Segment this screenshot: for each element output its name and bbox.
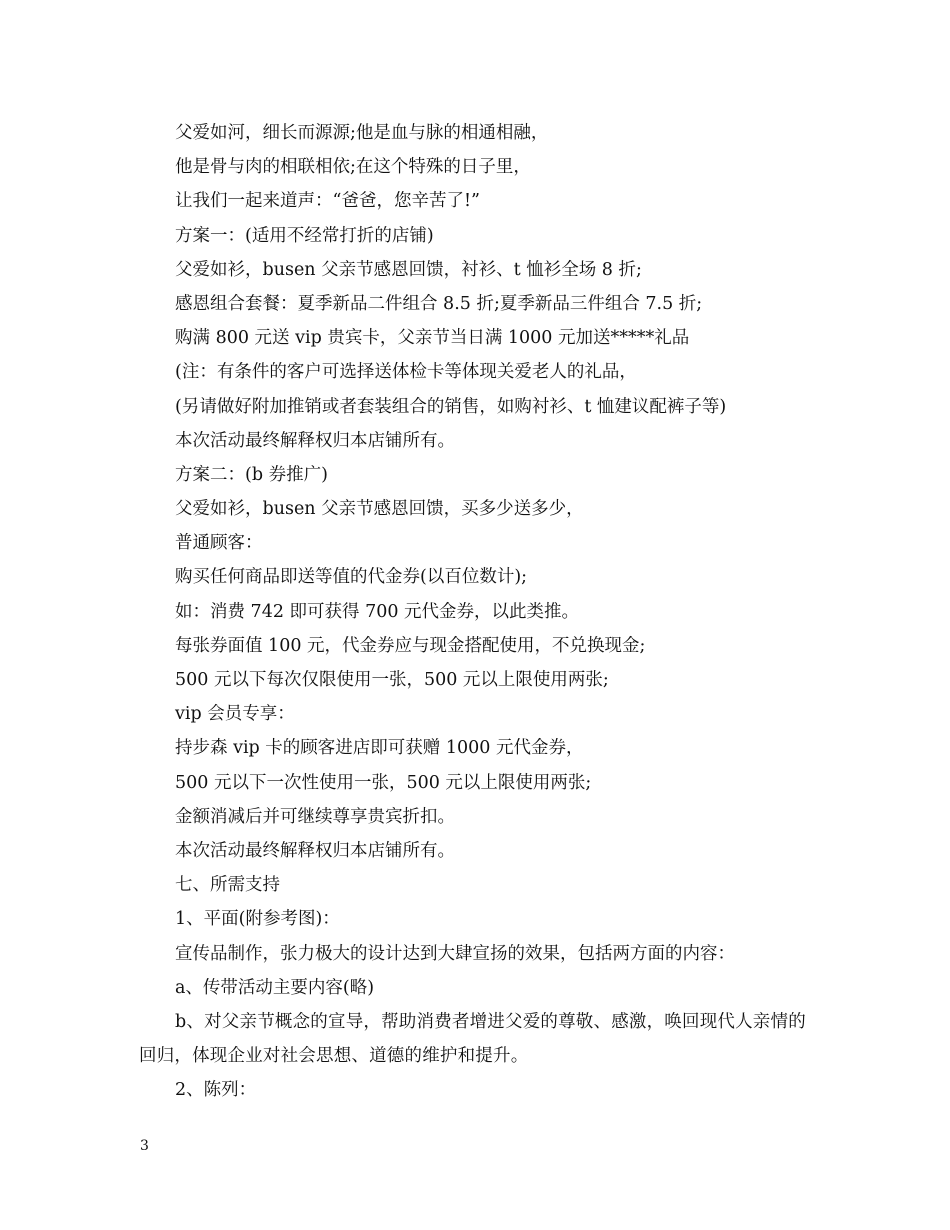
text-line: 宣传品制作，张力极大的设计达到大肆宣扬的效果，包括两方面的内容： — [175, 943, 735, 964]
page-number: 3 — [140, 1138, 149, 1154]
text-line: (另请做好附加推销或者套装组合的销售，如购衬衫、t 恤建议配裤子等) — [175, 396, 727, 417]
text-line: 500 元以下一次性使用一张，500 元以上限使用两张; — [175, 772, 592, 793]
text-line: 购买任何商品即送等值的代金券(以百位数计); — [175, 567, 528, 588]
text-line: 2、陈列： — [175, 1080, 257, 1101]
text-line: 七、所需支持 — [175, 875, 280, 896]
text-line: 本次活动最终解释权归本店铺所有。 — [175, 430, 455, 451]
text-line: 每张券面值 100 元，代金券应与现金搭配使用，不兑换现金; — [175, 635, 646, 656]
text-line: 如：消费 742 即可获得 700 元代金券，以此类推。 — [175, 601, 580, 622]
text-line: vip 会员专享： — [175, 704, 295, 725]
text-line: 持步森 vip 卡的顾客进店即可获赠 1000 元代金券， — [175, 738, 584, 759]
text-line: (注：有条件的客户可选择送体检卡等体现关爱老人的礼品， — [175, 362, 637, 383]
text-line: 父爱如河，细长而源源;他是血与脉的相通相融， — [175, 123, 549, 143]
text-line: 父爱如衫，busen 父亲节感恩回馈，衬衫、t 恤衫全场 8 折; — [175, 259, 642, 280]
text-line: 金额消减后并可继续尊享贵宾折扣。 — [175, 806, 455, 827]
text-line: 1、平面(附参考图)： — [175, 909, 340, 930]
text-line: 购满 800 元送 vip 贵宾卡，父亲节当日满 1000 元加送*****礼品 — [175, 328, 690, 349]
text-line: a、传带活动主要内容(略) — [175, 977, 375, 998]
text-line: 本次活动最终解释权归本店铺所有。 — [175, 840, 455, 861]
text-line: 感恩组合套餐：夏季新品二件组合 8.5 折;夏季新品三件组合 7.5 折; — [175, 293, 703, 314]
text-line: 让我们一起来道声：“爸爸，您辛苦了!” — [175, 191, 480, 212]
text-line: 父爱如衫，busen 父亲节感恩回馈，买多少送多少， — [175, 499, 584, 520]
body-text — [139, 116, 819, 1107]
text-line: 他是骨与肉的相联相依;在这个特殊的日子里， — [175, 157, 531, 178]
text-line: 普通顾客： — [175, 533, 263, 554]
text-line: 方案二：(b 券推广) — [175, 464, 328, 485]
paragraph-b: b、对父亲节概念的宣导，帮助消费者增进父爱的尊敬、感激，唤回现代人亲情的回归，体现企业对社会思想、道德的维护和提升。 — [139, 1011, 806, 1067]
text-line: 500 元以下每次仅限使用一张，500 元以上限使用两张; — [175, 670, 609, 690]
text-line: 方案一：(适用不经常打折的店铺) — [175, 225, 434, 246]
